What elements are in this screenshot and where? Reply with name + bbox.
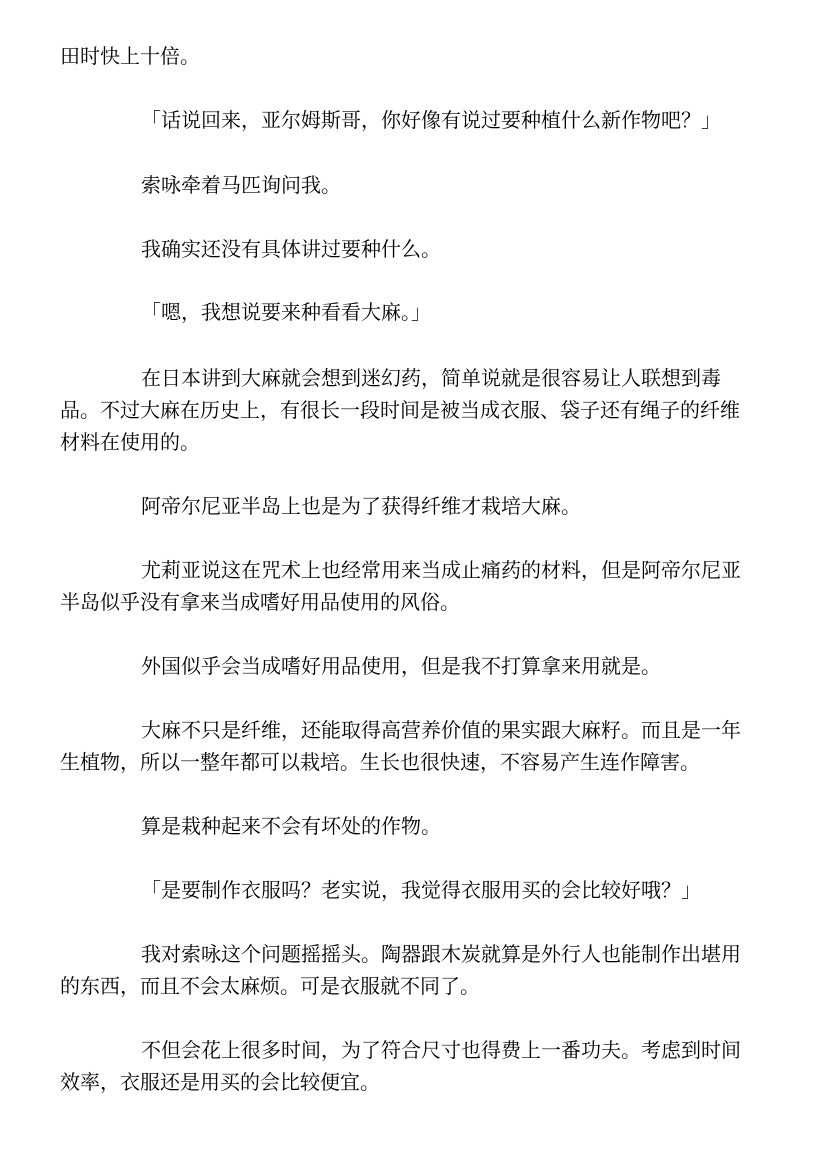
text-line: 「是要制作衣服吗？老实说，我觉得衣服用买的会比较好哦？」	[141, 878, 701, 902]
text-line: 田时快上十倍。	[60, 44, 200, 68]
text-line: 「嗯，我想说要来种看看大麻。」	[141, 300, 431, 324]
text-line: 我确实还没有具体讲过要种什么。	[141, 237, 441, 261]
text-line: 在日本讲到大麻就会想到迷幻药，简单说就是很容易让人联想到毒	[141, 366, 721, 390]
text-line: 「话说回来，亚尔姆斯哥，你好像有说过要种植什么新作物吧？」	[141, 108, 721, 132]
text-line: 品。不过大麻在历史上，有很长一段时间是被当成衣服、袋子还有绳子的纤维	[60, 398, 740, 422]
text-line: 算是栽种起来不会有坏处的作物。	[141, 814, 441, 838]
text-line: 的东西，而且不会太麻烦。可是衣服就不同了。	[60, 974, 480, 998]
text-line: 效率，衣服还是用买的会比较便宜。	[60, 1070, 380, 1094]
text-line: 索咏牵着马匹询问我。	[141, 173, 341, 197]
text-line: 不但会花上很多时间，为了符合尺寸也得费上一番功夫。考虑到时间	[141, 1038, 741, 1062]
text-line: 外国似乎会当成嗜好用品使用，但是我不打算拿来用就是。	[141, 654, 661, 678]
text-line: 阿帝尔尼亚半岛上也是为了获得纤维才栽培大麻。	[141, 494, 581, 518]
text-line: 生植物，所以一整年都可以栽培。生长也很快速，不容易产生连作障害。	[60, 750, 700, 774]
text-line: 材料在使用的。	[60, 430, 200, 454]
text-line: 半岛似乎没有拿来当成嗜好用品使用的风俗。	[60, 590, 460, 614]
text-line: 我对索咏这个问题摇摇头。陶器跟木炭就算是外行人也能制作出堪用	[141, 942, 741, 966]
text-line: 大麻不只是纤维，还能取得高营养价值的果实跟大麻籽。而且是一年	[141, 718, 741, 742]
text-line: 尤莉亚说这在咒术上也经常用来当成止痛药的材料，但是阿帝尔尼亚	[141, 558, 741, 582]
